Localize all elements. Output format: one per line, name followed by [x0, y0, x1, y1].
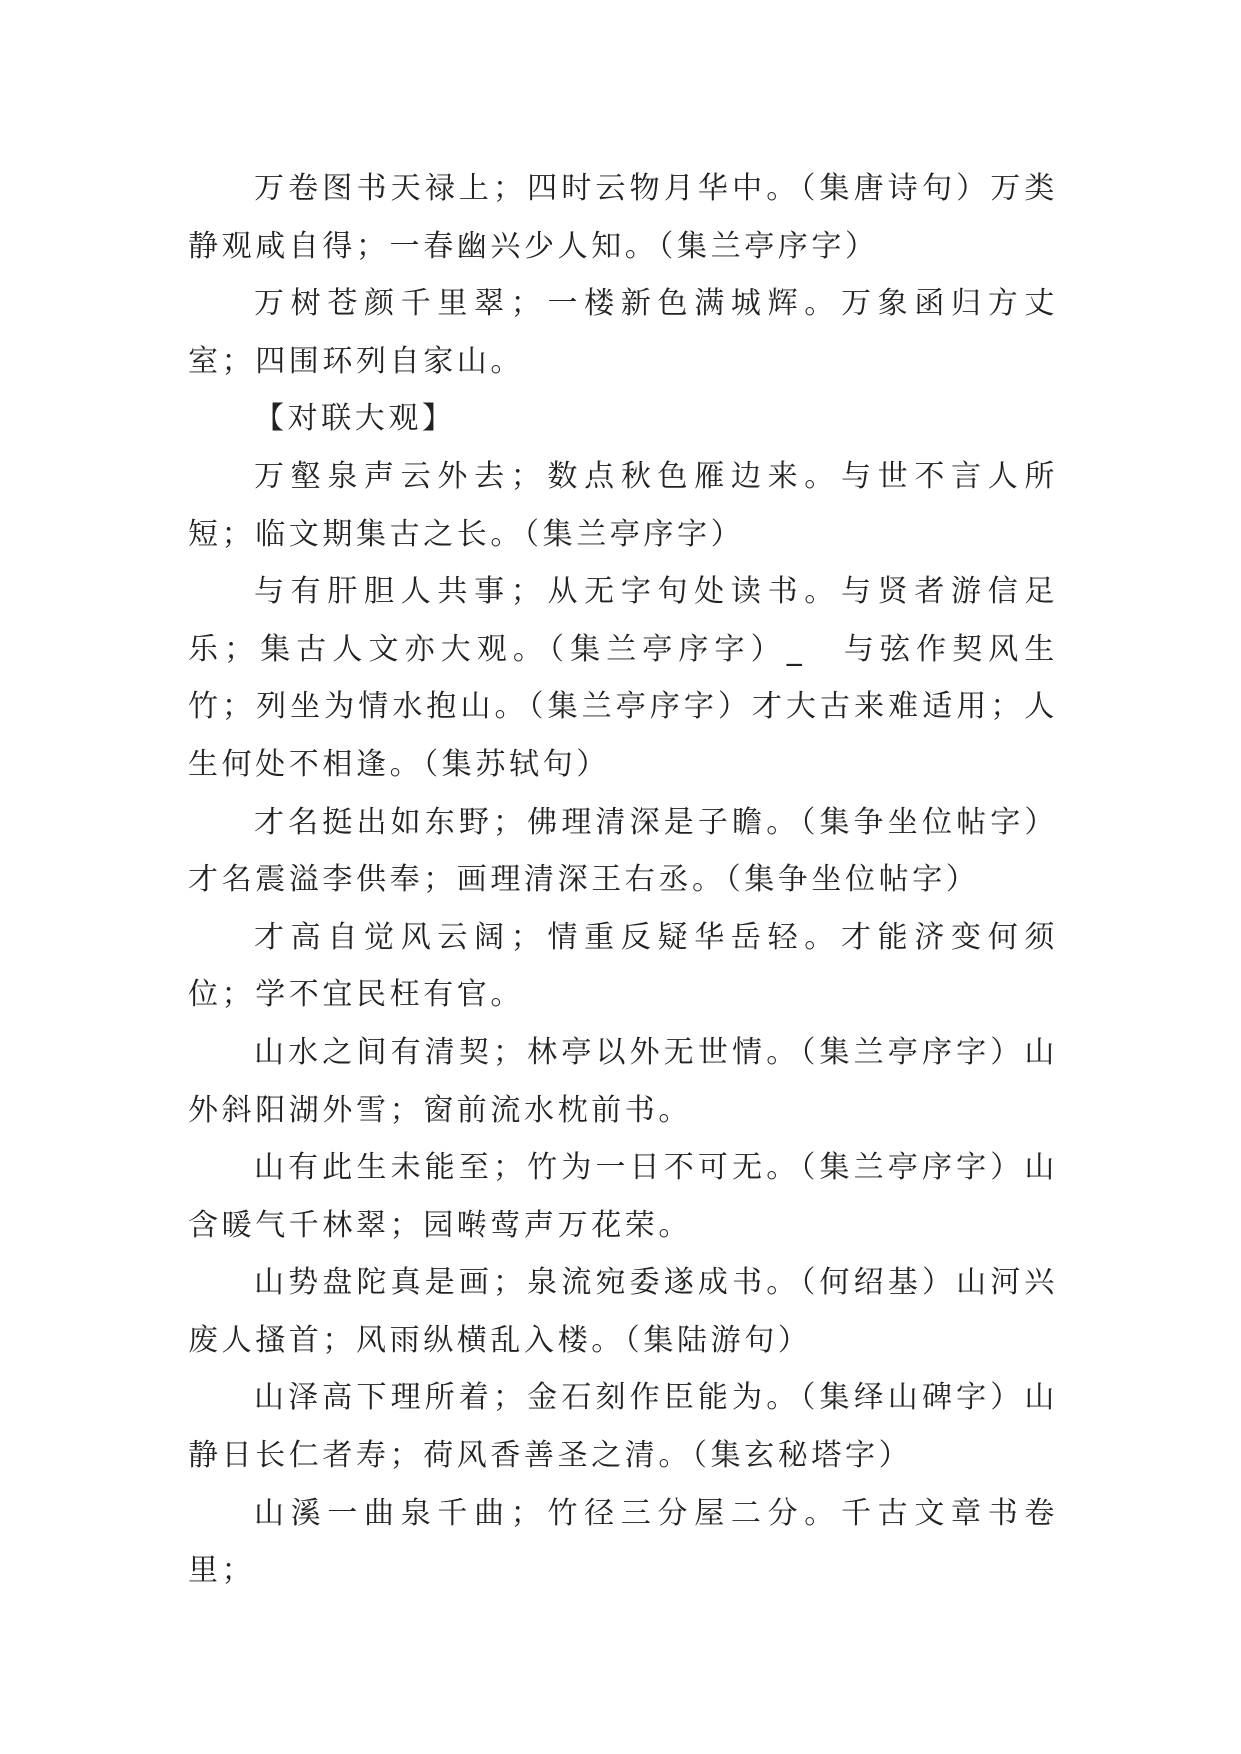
paragraph: 万卷图书天禄上；四时云物月华中。（集唐诗句）万类静观咸自得；一春幽兴少人知。（集兰亭序字） — [188, 171, 1058, 264]
paragraph: 与有肝胆人共事；从无字句处读书。与贤者游信足乐；集古人文亦大观。（集兰亭序字）_ 与弦作契风生竹；列坐为情水抱山。（集兰亭序字）才大古来难适用；人生何处不相逢。（集苏轼句） — [188, 574, 1058, 782]
paragraph: 山溪一曲泉千曲；竹径三分屋二分。千古文章书卷里； — [188, 1495, 1058, 1589]
document-body — [188, 160, 1058, 1600]
paragraph: 山泽高下理所着；金石刻作臣能为。（集绎山碑字）山静日长仁者寿；荷风香善圣之清。（集玄秘塔字） — [188, 1380, 1058, 1474]
paragraph: 山水之间有清契；林亭以外无世情。（集兰亭序字）山外斜阳湖外雪；窗前流水枕前书。 — [188, 1034, 1058, 1128]
paragraph: 才名挺出如东野；佛理清深是子瞻。（集争坐位帖字）才名震溢李供奉；画理清深王右丞。（集争坐位帖字） — [188, 804, 1058, 898]
section-heading: 【对联大观】 — [254, 401, 456, 437]
paragraph: 才高自觉风云阔；情重反疑华岳轻。才能济变何须位；学不宜民枉有官。 — [188, 919, 1058, 1013]
paragraph: 山势盘陀真是画；泉流宛委遂成书。（何绍基）山河兴废人搔首；风雨纵横乱入楼。（集陆游句） — [188, 1265, 1058, 1358]
paragraph: 山有此生未能至；竹为一日不可无。（集兰亭序字）山含暖气千林翠；园啭莺声万花荣。 — [188, 1150, 1058, 1243]
paragraph: 万树苍颜千里翠；一楼新色满城辉。万象函归方丈室；四围环列自家山。 — [188, 286, 1058, 379]
paragraph: 万壑泉声云外去；数点秋色雁边来。与世不言人所短；临文期集古之长。（集兰亭序字） — [188, 458, 1058, 552]
